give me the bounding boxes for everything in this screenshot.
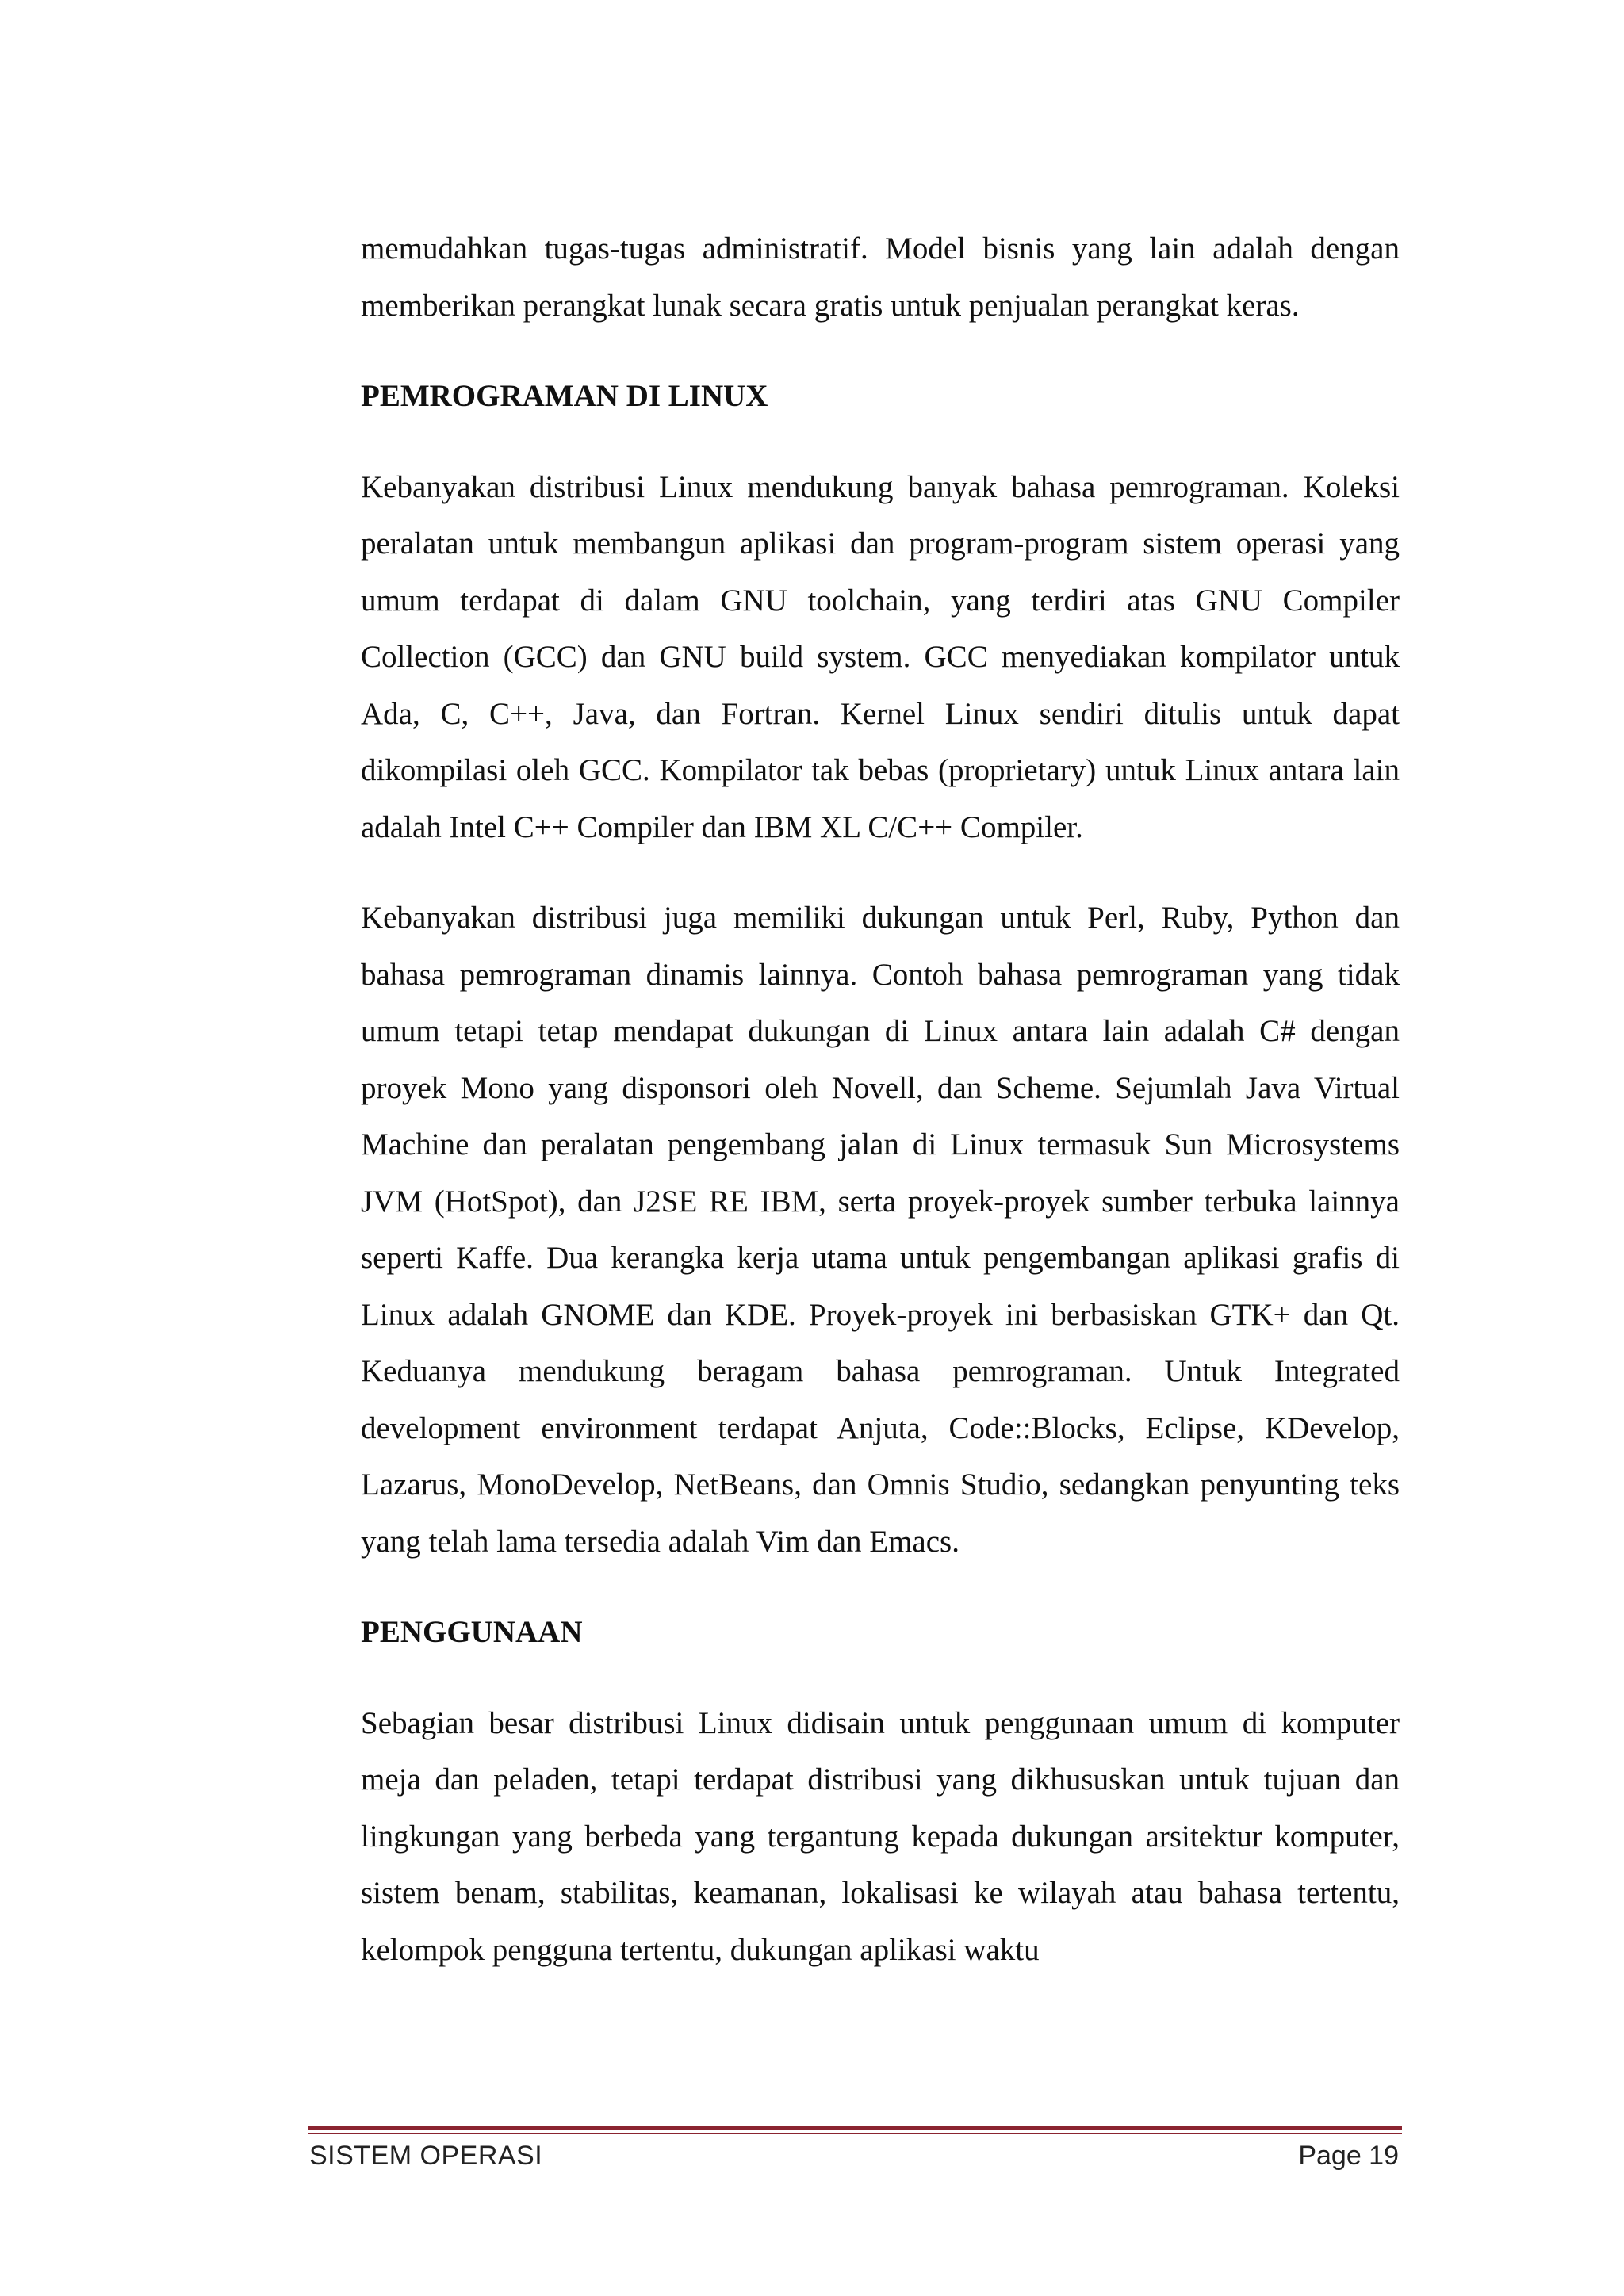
paragraph-languages: Kebanyakan distribusi juga memiliki dukungan untuk Perl, Ruby, Python dan bahasa pemrograman dinamis lainnya. Contoh bahasa pemrograman yang tidak umum tetapi tetap mendapat dukungan di Linux antara lain adalah C# dengan proyek Mono yang disponsori oleh Novell, dan Scheme. Sejumlah Java Virtual Machine dan peralatan pengembang jalan di Linux termasuk Sun Microsystems JVM (HotSpot), dan J2SE RE IBM, serta proyek-proyek sumber terbuka lainnya seperti Kaffe. Dua kerangka kerja utama untuk pengembangan aplikasi grafis di Linux adalah GNOME dan KDE. Proyek-proyek ini berbasiskan GTK+ dan Qt. Keduanya mendukung beragam bahasa pemrograman. Untuk Integrated development environment terdapat Anjuta, Code::Blocks, Eclipse, KDevelop, Lazarus, MonoDevelop, NetBeans, dan Omnis Studio, sedangkan penyunting teks yang telah lama tersedia adalah Vim dan Emacs. bbox=[361, 901, 1400, 1559]
footer-rule-thin bbox=[308, 2133, 1402, 2134]
paragraph-toolchain: Kebanyakan distribusi Linux mendukung banyak bahasa pemrograman. Koleksi peralatan untuk membangun aplikasi dan program-program sistem operasi yang umum terdapat di dalam GNU toolchain, yang terdiri atas GNU Compiler Collection (GCC) dan GNU build system. GCC menyediakan kompilator untuk Ada, C, C++, Java, dan Fortran. Kernel Linux sendiri ditulis untuk dapat dikompilasi oleh GCC. Kompilator tak bebas (proprietary) untuk Linux antara lain adalah Intel C++ Compiler dan IBM XL C/C++ Compiler. bbox=[361, 469, 1400, 844]
footer-rule-thick bbox=[308, 2126, 1402, 2130]
paragraph-intro-continuation: memudahkan tugas-tugas administratif. Model bisnis yang lain adalah dengan memberikan perangkat lunak secara gratis untuk penjualan perangkat keras. bbox=[361, 232, 1400, 323]
section-heading-penggunaan: PENGGUNAAN bbox=[361, 1615, 583, 1649]
paragraph-usage: Sebagian besar distribusi Linux didisain untuk penggunaan umum di komputer meja dan peladen, tetapi terdapat distribusi yang dikhususkan untuk tujuan dan lingkungan yang berbeda yang tergantung kepada dukungan arsitektur komputer, sistem benam, stabilitas, keamanan, lokalisasi ke wilayah atau bahasa tertentu, kelompok pengguna tertentu, dukungan aplikasi waktu bbox=[361, 1705, 1400, 1967]
footer-page-number: Page 19 bbox=[1298, 2141, 1399, 2171]
page-body bbox=[361, 220, 1400, 1978]
section-heading-pemrograman: PEMROGRAMAN DI LINUX bbox=[361, 379, 768, 413]
footer-document-title: SISTEM OPERASI bbox=[309, 2141, 543, 2171]
